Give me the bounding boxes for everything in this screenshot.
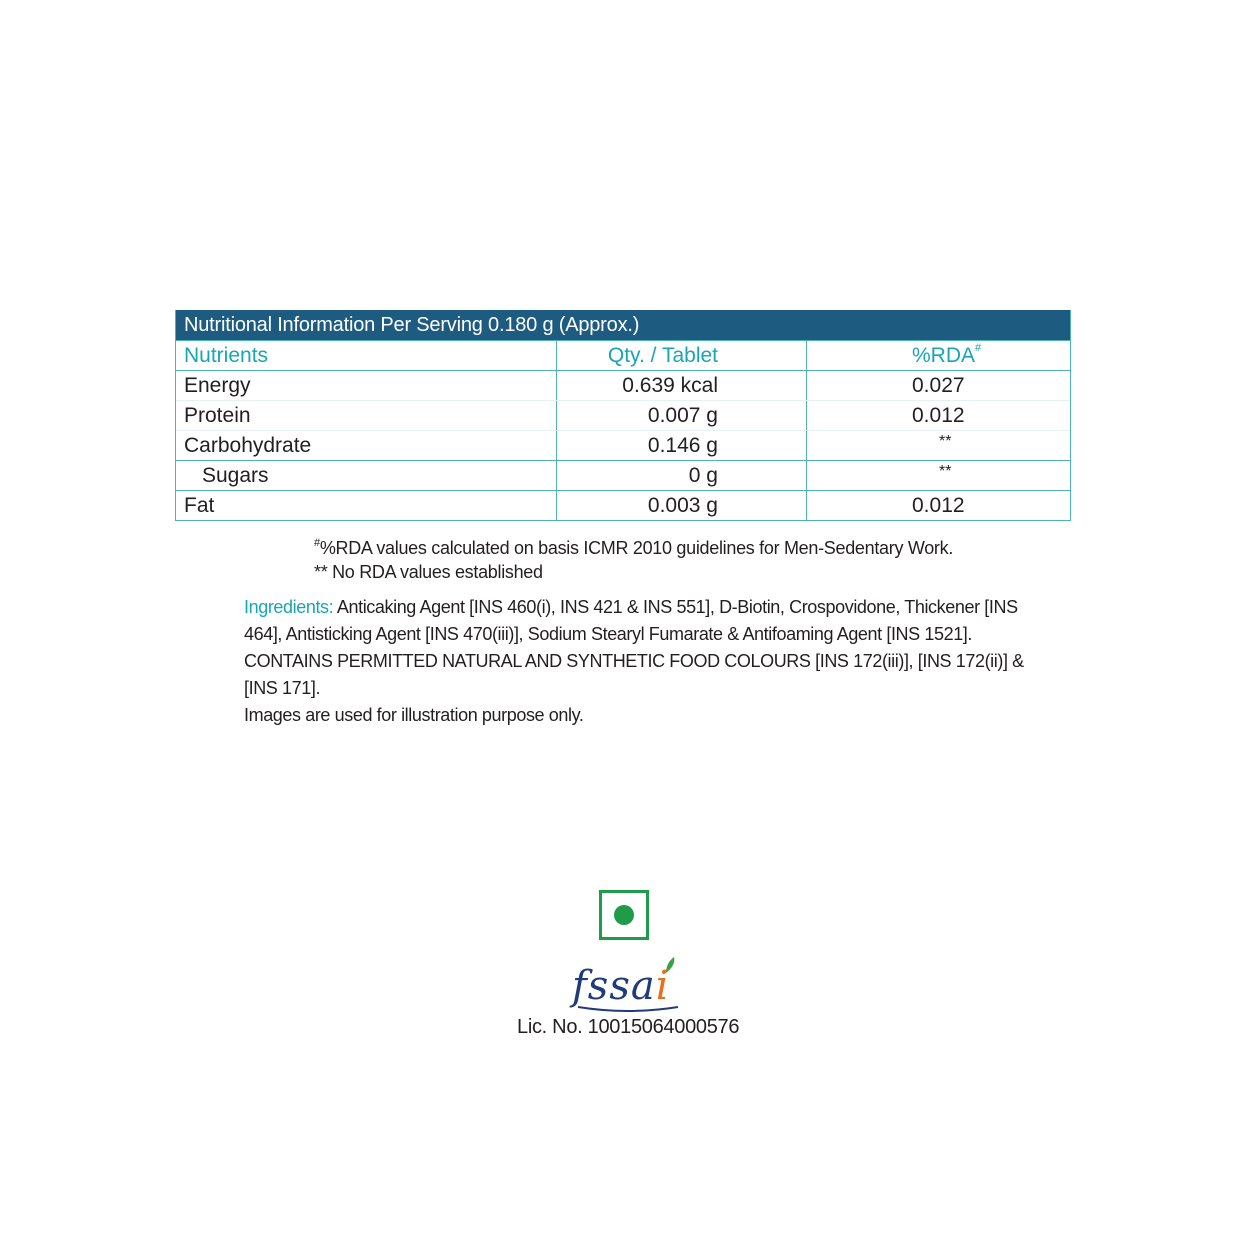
illustration-disclaimer: Images are used for illustration purpose only.	[244, 705, 584, 725]
row-qty: 0.003 g	[557, 491, 807, 520]
header-rda-label: %RDA	[912, 344, 976, 367]
veg-symbol-icon	[599, 890, 649, 940]
ingredients-list	[244, 594, 1024, 648]
header-rda-mark: #	[975, 342, 982, 354]
table-row	[176, 490, 1070, 520]
ingredients-text: Anticaking Agent [INS 460(i), INS 421 & INS 551], D-Biotin, Crospovidone, Thickener [INS 464], Antisticking Agent [INS 470(iii)], Sodium Stearyl Fumarate & Antifoaming Agent [INS 1521].	[244, 597, 1018, 644]
row-name: Carbohydrate	[176, 431, 557, 460]
row-qty: 0 g	[557, 461, 807, 490]
veg-dot	[614, 905, 634, 925]
table-row	[176, 400, 1070, 430]
header-qty: Qty. / Tablet	[557, 341, 807, 370]
ingredients-block	[244, 594, 1024, 729]
header-rda	[807, 341, 1070, 370]
footnotes	[314, 536, 953, 584]
nutrition-table	[175, 310, 1071, 521]
nutrition-table-header	[176, 340, 1070, 370]
nutrition-table-title: Nutritional Information Per Serving 0.180 g (Approx.)	[176, 310, 1070, 340]
row-rda: 0.012	[912, 404, 965, 427]
fssai-logo-i: i	[655, 963, 670, 1009]
row-qty: 0.639 kcal	[557, 371, 807, 400]
fssai-logo-main: fssa	[572, 963, 656, 1009]
license-number: Lic. No. 10015064000576	[517, 1016, 740, 1038]
header-nutrients: Nutrients	[176, 341, 557, 370]
table-row	[176, 370, 1070, 400]
row-name: Energy	[176, 371, 557, 400]
row-rda: 0.012	[912, 494, 965, 517]
footnote-no-rda: ** No RDA values established	[314, 562, 543, 582]
footnote-rda-mark: #	[314, 537, 320, 549]
row-rda: 0.027	[912, 374, 965, 397]
row-name	[176, 461, 557, 490]
row-qty: 0.146 g	[557, 431, 807, 460]
row-qty: 0.007 g	[557, 401, 807, 430]
footnote-rda-text: %RDA values calculated on basis ICMR 2010 guidelines for Men-Sedentary Work.	[319, 538, 954, 558]
row-rda: **	[939, 463, 952, 480]
row-name: Fat	[176, 491, 557, 520]
row-rda: **	[939, 433, 952, 450]
colours-statement: CONTAINS PERMITTED NATURAL AND SYNTHETIC FOOD COLOURS [INS 172(iii)], [INS 172(ii)] & [INS 171].	[244, 651, 1024, 698]
fssai-logo-text	[572, 962, 670, 1010]
table-row	[176, 430, 1070, 460]
table-row	[176, 460, 1070, 490]
row-name: Protein	[176, 401, 557, 430]
row-name-sub: Sugars	[202, 464, 269, 487]
ingredients-label: Ingredients:	[244, 597, 334, 617]
footnote-rda	[314, 536, 953, 560]
